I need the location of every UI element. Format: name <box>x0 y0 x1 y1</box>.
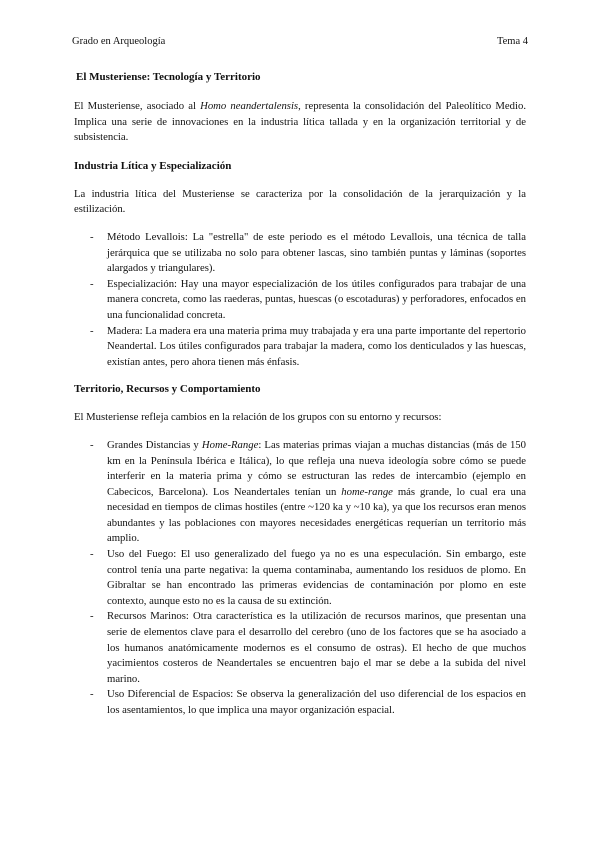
bullet-dash: - <box>90 688 94 701</box>
page-header <box>72 36 528 47</box>
bullet-dash: - <box>90 548 94 561</box>
species-name: Homo neandertalensis <box>200 100 299 112</box>
list-item-text: Uso del Fuego: El uso generalizado del fuego ya no es una especulación. Sin embargo, este control tenía una parte negativa: la quema contaminaba, aumentando los residuos de plomo. En Gibraltar se han encontrado las primeras evidencias de contaminación por plomo en este contexto, aunque esto no es la causa de su extinción. <box>107 548 526 607</box>
intro-text-2: , representa la consolidación del Paleolítico Medio. Implica una serie de innovaciones en la industria lítica tallada y en la organización territorial y de subsistencia. <box>74 100 527 144</box>
list-item <box>74 438 526 547</box>
list-item-text: Especialización: Hay una mayor especialización de los útiles configurados para trabajar de una manera concreta, como las raederas, puntas, huescas (o escotaduras) y perforadores, enfocados en una funcionalidad concreta. <box>107 277 526 321</box>
list-item <box>74 324 526 371</box>
bullet-dash: - <box>90 610 94 623</box>
bullet-dash: - <box>90 230 94 243</box>
bullet-dash: - <box>90 324 94 337</box>
item-term-homerange: home-range <box>341 485 393 498</box>
section-heading-industria: Industria Lítica y Especialización <box>74 159 232 172</box>
list-item-text <box>107 439 526 545</box>
bullet-dash: - <box>90 277 94 290</box>
item-text-part: : Las materias primas viajan a muchas distancias (más de 150 km en la Península Ibérica e Itálica), lo que refleja una nueva ideología sobre cómo se puede interferir en la materia prima y cómo se estructuran las redes de intercambio (ejemplo en Cabecicos, Barcelona). Los Neandertales tenían un <box>107 438 526 498</box>
section-intro-industria: La industria lítica del Musteriense se caracteriza por la consolidación de la jerarquización y la estilización. <box>74 187 526 216</box>
item-text-part: más grande, lo cual era una necesidad en tiempos de climas hostiles (entre ~120 ka y ~10 ka), ya que los recursos eran menos abundantes y las poblaciones con mayores necesidades energéticas requerían un territorio más amplio. <box>107 485 526 545</box>
section-intro-territorio: El Musteriense refleja cambios en la relación de los grupos con su entorno y recursos: <box>74 411 442 424</box>
item-text-part: Grandes Distancias y <box>107 438 202 451</box>
header-topic: Tema 4 <box>496 36 528 47</box>
list-item <box>74 609 526 687</box>
document-body <box>74 70 526 719</box>
list-item <box>74 687 526 718</box>
list-item-text: Madera: La madera era una materia prima muy trabajada y era una parte importante del repertorio Neandertal. Los útiles configurados para trabajar la madera, como los denticulados y las huescas, existían antes, pero ahora tienen más énfasis. <box>107 324 526 368</box>
intro-paragraph <box>74 99 526 146</box>
list-item-text: Recursos Marinos: Otra característica es la utilización de recursos marinos, que presentan una serie de elementos clave para el desarrollo del cerebro (uno de los factores que se ha asociado a los humanos anatómicamente modernos es el consumo de ostras). El hecho de que muchos yacimientos costeros de Neandertales se encuentren bajo el mar se debe a la subida del nivel marino. <box>107 610 526 685</box>
document-title: El Musteriense: Tecnología y Territorio <box>76 71 261 83</box>
list-item-text: Método Levallois: La "estrella" de este periodo es el método Levallois, una técnica de talla jerárquica que se utilizaba no solo para obtener lascas, sino también puntas y láminas (soportes alargados y triangulares). <box>107 230 526 275</box>
intro-text-1: El Musteriense, asociado al <box>74 100 201 112</box>
bullet-dash: - <box>90 438 94 451</box>
header-course: Grado en Arqueología <box>72 36 166 47</box>
list-item <box>74 230 526 277</box>
list-item <box>74 547 526 609</box>
list-territorio <box>74 438 526 719</box>
list-industria <box>74 230 526 370</box>
item-term-homerange: Home-Range <box>201 438 259 451</box>
list-item-text: Uso Diferencial de Espacios: Se observa la generalización del uso diferencial de los espacios en los asentamientos, lo que implica una mayor organización espacial. <box>107 688 526 716</box>
list-item <box>74 277 526 324</box>
section-heading-territorio: Territorio, Recursos y Comportamiento <box>74 383 261 396</box>
